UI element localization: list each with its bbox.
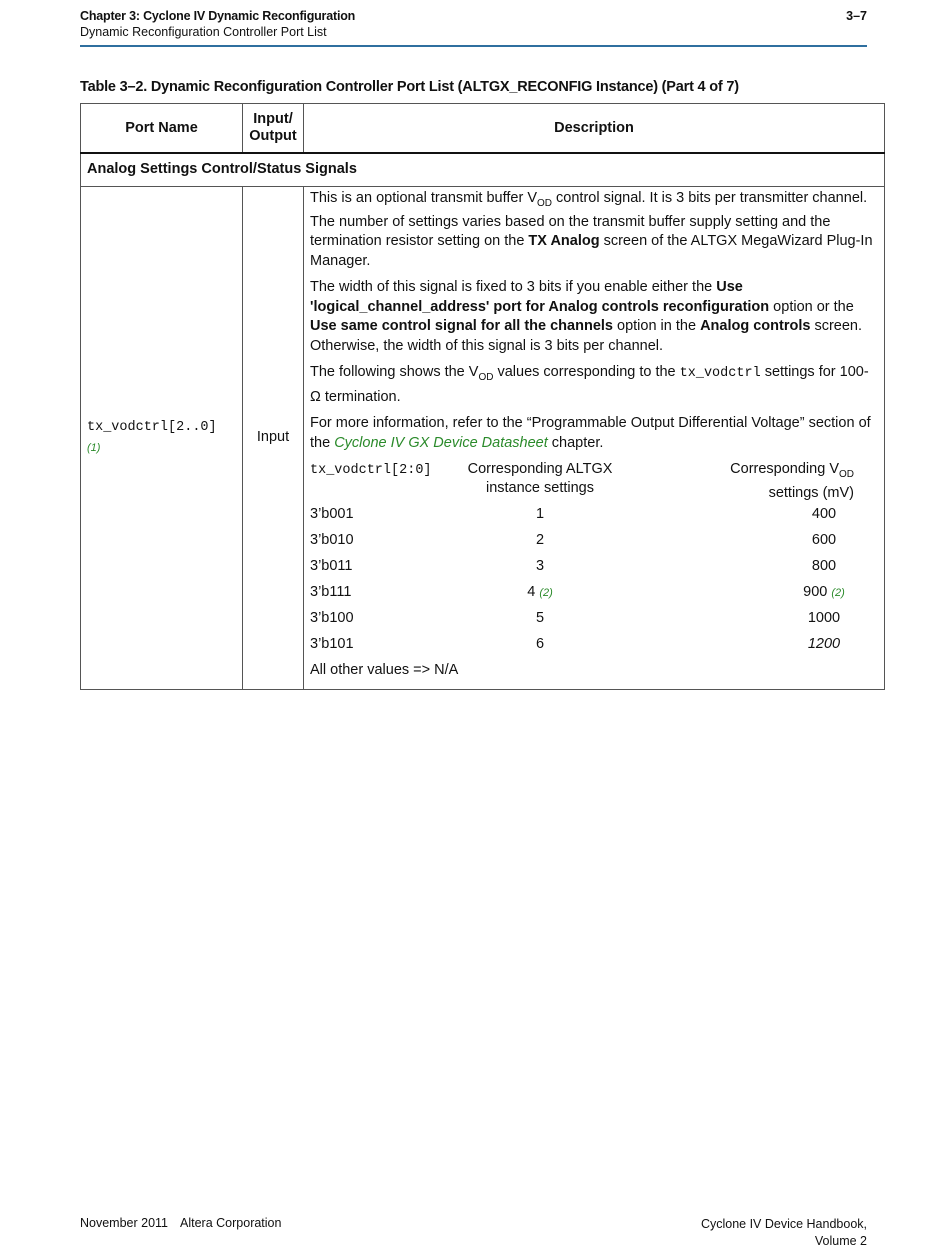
footer-book-line1: Cyclone IV Device Handbook,	[700, 1217, 867, 1231]
footer-date: November 2011	[80, 1216, 169, 1230]
table-caption: Table 3–2. Dynamic Reconfiguration Controller Port List (ALTGX_RECONFIG Instance) (Part 4 of 7)	[80, 79, 739, 95]
footer-company: Altera Corporation	[180, 1216, 282, 1230]
desc-paragraph-3: The following shows the $V_{OD}$ values corresponding to the tx_vodctrl settings for 100-Ω termination.	[310, 364, 869, 405]
header-rule	[80, 45, 867, 47]
col-description: Description	[304, 104, 885, 154]
vod-col-mv: Corresponding $V_{OD}$ settings (mV)	[730, 461, 854, 502]
col-port-name: Port Name	[81, 104, 243, 154]
footer-book-line2: Volume 2	[814, 1234, 867, 1248]
table-row: 3’b011 3 800	[310, 558, 837, 575]
port-name-cell	[81, 186, 243, 690]
col-io-line1: Input/	[253, 111, 293, 127]
col-io-line2: Output	[249, 128, 297, 144]
setting-footnote-ref[interactable]: (2)	[539, 587, 553, 600]
table-row: 3’b101 6 1200	[310, 636, 841, 653]
desc-paragraph-2: The width of this signal is fixed to 3 bits if you enable either the Use 'logical_channel_address' port for Analog controls reconfiguration option or the Use same control signal for all the channels option in the Analog controls screen. Otherwise, the width of this signal is 3 bits per channel.	[310, 279, 863, 354]
table-row: 3’b100 5 1000	[310, 610, 841, 627]
port-list-table	[80, 103, 885, 690]
vod-header-row	[310, 460, 878, 505]
page-header	[80, 9, 867, 39]
vod-settings-table	[310, 460, 878, 687]
table-row: 3’b111 4 (2) 900 (2)	[310, 584, 845, 601]
table-row: 3’b010 2 600	[310, 532, 837, 549]
vod-col-code: tx_vodctrl[2:0]	[310, 463, 432, 479]
section-title: Dynamic Reconfiguration Controller Port List	[80, 25, 327, 39]
desc-paragraph-1: This is an optional transmit buffer $V_{OD}$ control signal. It is 3 bits per transmitter channel. The number of settings varies based on the transmit buffer supply setting and the termination resistor setting on the TX Analog screen of the ALTGX MegaWizard Plug-In Manager.	[310, 189, 873, 269]
chapter-title: Chapter 3: Cyclone IV Dynamic Reconfiguration	[80, 9, 356, 23]
page-footer	[80, 1216, 867, 1248]
table-header-row	[81, 104, 885, 154]
section-row	[81, 153, 885, 186]
port-footnote-ref[interactable]: (1)	[87, 441, 101, 454]
section-heading: Analog Settings Control/Status Signals	[81, 153, 885, 186]
desc-paragraph-4: For more information, refer to the “Programmable Output Differential Voltage” section of the Cyclone IV GX Device Datasheet chapter.	[310, 415, 871, 451]
page-number: 3–7	[846, 9, 867, 23]
table-row: 3’b001 1 400	[310, 506, 837, 523]
table-row	[81, 186, 885, 690]
datasheet-link[interactable]: Cyclone IV GX Device Datasheet	[334, 434, 548, 451]
vod-col-setting: Corresponding ALTGX instance settings	[467, 461, 613, 497]
col-input-output	[243, 104, 304, 154]
port-name: tx_vodctrl[2..0]	[87, 420, 217, 436]
description-cell	[304, 186, 885, 690]
mv-footnote-ref[interactable]: (2)	[831, 587, 845, 600]
io-cell: Input	[243, 186, 304, 690]
vod-footer-row: All other values => N/A	[310, 662, 459, 679]
